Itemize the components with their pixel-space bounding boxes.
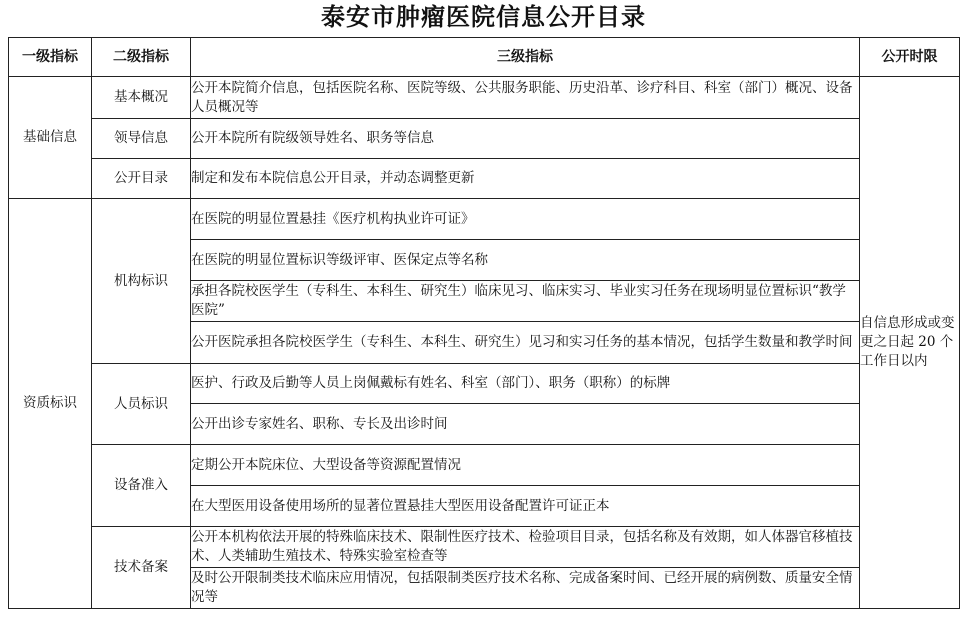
level3-cell: 及时公开限制类技术临床应用情况，包括限制类医疗技术名称、完成备案时间、已经开展的病例数、质量安全情况等 (191, 568, 860, 609)
level1-cell: 资质标识 (9, 199, 92, 609)
level3-cell: 医护、行政及后勤等人员上岗佩戴标有姓名、科室（部门）、职务（职称）的标牌 (191, 364, 860, 404)
table-row (9, 199, 960, 240)
level2-cell: 机构标识 (92, 199, 191, 364)
table-row (9, 77, 960, 119)
level2-cell: 人员标识 (92, 364, 191, 445)
level2-cell: 技术备案 (92, 527, 191, 609)
level3-cell: 公开出诊专家姓名、职称、专长及出诊时间 (191, 404, 860, 445)
disclosure-catalog-table (8, 37, 960, 609)
level3-cell: 公开本机构依法开展的特殊临床技术、限制性医疗技术、检验项目目录，包括名称及有效期，如人体器官移植技术、人类辅助生殖技术、特殊实验室检查等 (191, 527, 860, 568)
table-row (9, 119, 960, 159)
level3-cell: 定期公开本院床位、大型设备等资源配置情况 (191, 445, 860, 486)
level2-cell: 领导信息 (92, 119, 191, 159)
time-limit-cell: 自信息形成或变更之日起 20 个工作日以内 (860, 77, 960, 609)
table-row (9, 364, 960, 404)
level3-cell: 公开本院所有院级领导姓名、职务等信息 (191, 119, 860, 159)
page-title: 泰安市肿瘤医院信息公开目录 (321, 3, 646, 31)
table-row (9, 159, 960, 199)
header-level3: 三级指标 (191, 38, 860, 77)
header-time-limit: 公开时限 (860, 38, 960, 77)
header-row (9, 38, 960, 77)
table-row (9, 445, 960, 486)
header-level1: 一级指标 (9, 38, 92, 77)
level3-cell: 在医院的明显位置悬挂《医疗机构执业许可证》 (191, 199, 860, 240)
level2-cell: 公开目录 (92, 159, 191, 199)
level3-cell: 在大型医用设备使用场所的显著位置悬挂大型医用设备配置许可证正本 (191, 486, 860, 527)
table-row (9, 527, 960, 568)
level3-cell: 承担各院校医学生（专科生、本科生、研究生）临床见习、临床实习、毕业实习任务在现场明显位置标识“教学医院” (191, 281, 860, 322)
level3-cell: 公开医院承担各院校医学生（专科生、本科生、研究生）见习和实习任务的基本情况，包括学生数量和教学时间 (191, 322, 860, 364)
level3-cell: 在医院的明显位置标识等级评审、医保定点等名称 (191, 240, 860, 281)
level1-cell: 基础信息 (9, 77, 92, 199)
level3-cell: 公开本院简介信息，包括医院名称、医院等级、公共服务职能、历史沿革、诊疗科目、科室（部门）概况、设备人员概况等 (191, 77, 860, 119)
level2-cell: 基本概况 (92, 77, 191, 119)
header-level2: 二级指标 (92, 38, 191, 77)
level2-cell: 设备准入 (92, 445, 191, 527)
level3-cell: 制定和发布本院信息公开目录，并动态调整更新 (191, 159, 860, 199)
